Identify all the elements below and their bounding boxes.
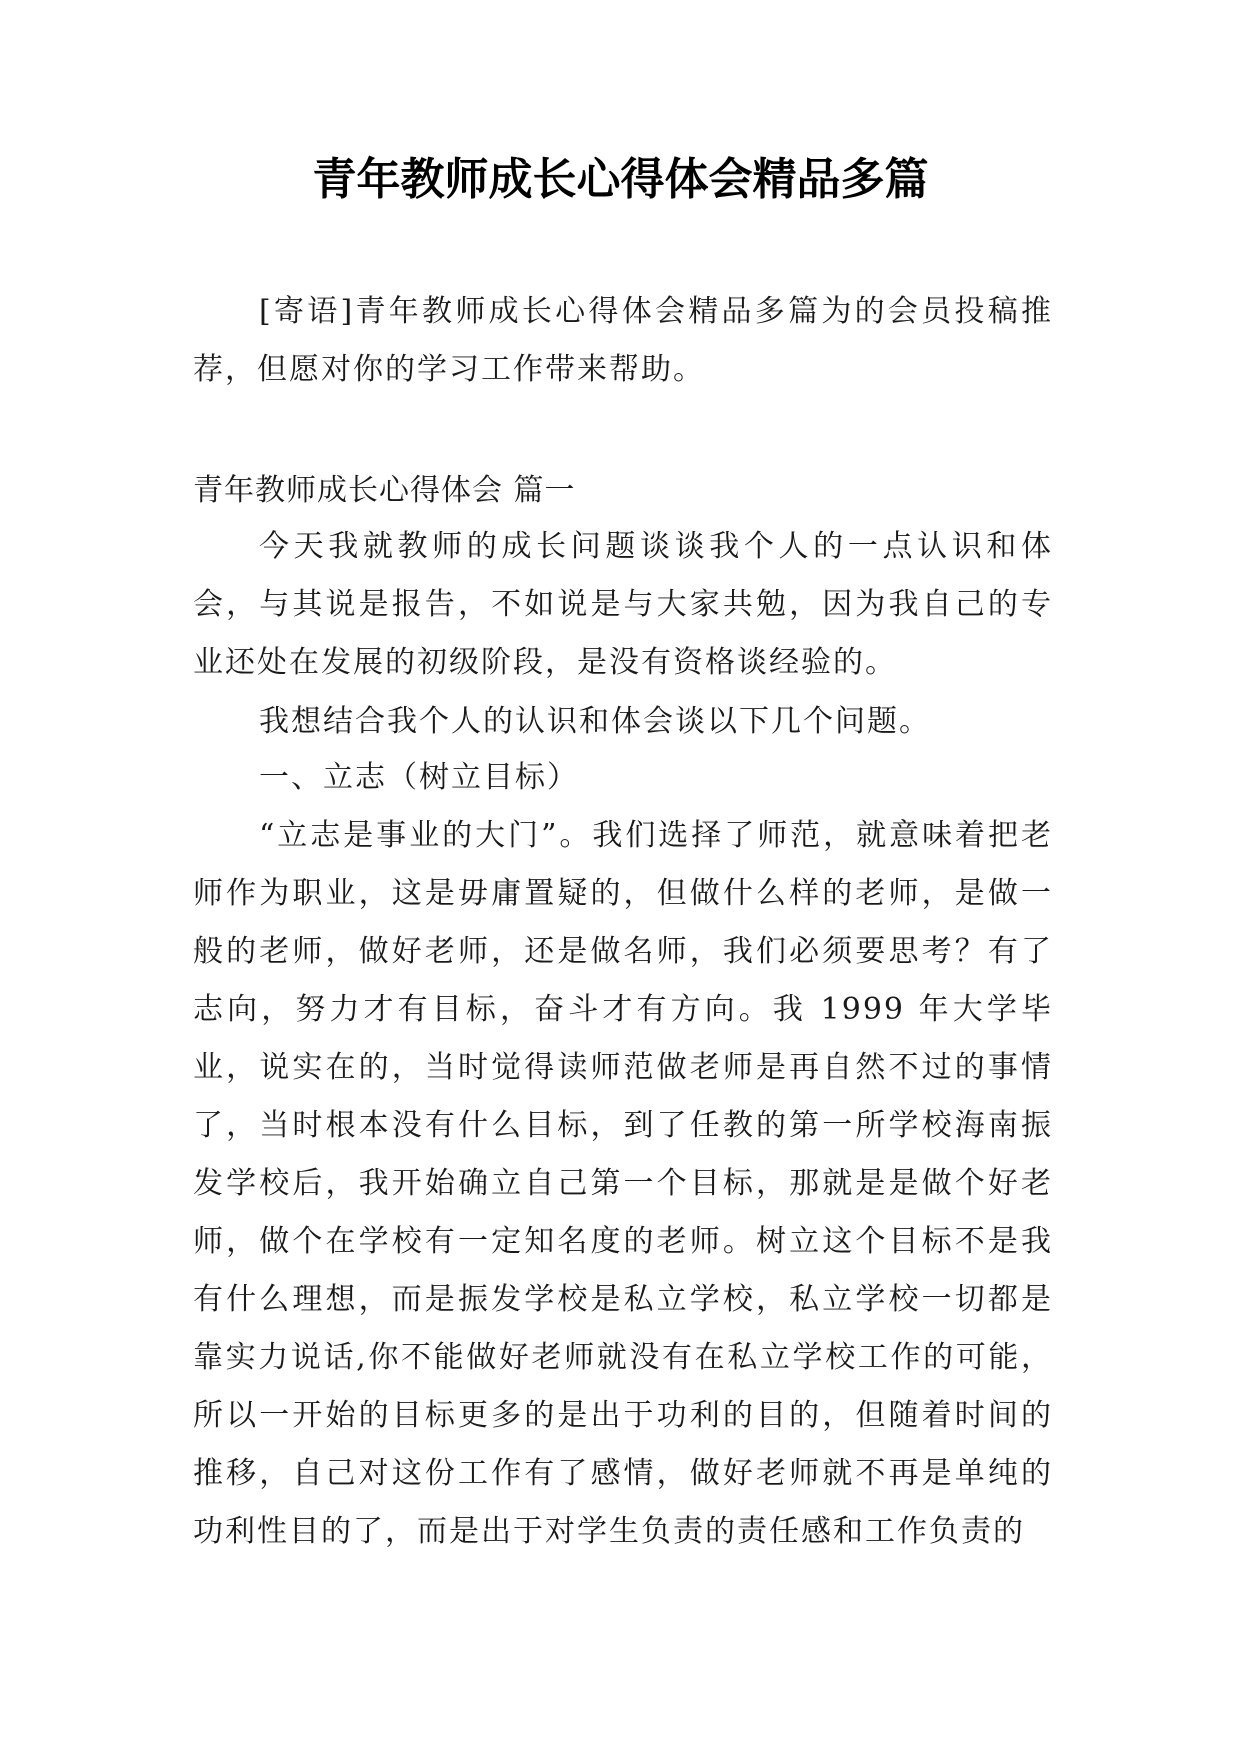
document-title: 青年教师成长心得体会精品多篇: [312, 154, 929, 205]
body-paragraph: 我想结合我个人的认识和体会谈以下几个问题。: [259, 704, 931, 739]
body-paragraph: “立志是事业的大门”。我们选择了师范，就意味着把老师作为职业，这是毋庸置疑的，但做什么样的老师，是做一般的老师，做好老师，还是做名师，我们必须要思考？有了志向，努力才有目标，奋斗才有方向。我 1999 年大学毕业，说实在的，当时觉得读师范做老师是再自然不过的事情了，当时根本没有什么目标，到了任教的第一所学校海南振发学校后，我开始确立自己第一个目标，那就是是做个好老师，做个在学校有一定知名度的老师。树立这个目标不是我有什么理想，而是振发学校是私立学校，私立学校一切都是靠实力说话,你不能做好老师就没有在私立学校工作的可能，所以一开始的目标更多的是出于功利的目的，但随着时间的推移，自己对这份工作有了感情，做好老师就不再是单纯的功利性目的了，而是出于对学生负责的责任感和工作负责的: [193, 818, 1053, 1549]
section-heading: 青年教师成长心得体会 篇一: [193, 473, 576, 508]
intro-paragraph: [寄语]青年教师成长心得体会精品多篇为的会员投稿推荐，但愿对你的学习工作带来帮助。: [193, 294, 1053, 387]
body-paragraph: 今天我就教师的成长问题谈谈我个人的一点认识和体会，与其说是报告，不如说是与大家共勉，因为我自己的专业还处在发展的初级阶段，是没有资格谈经验的。: [193, 529, 1053, 680]
subsection-heading: 一、立志（树立目标）: [259, 760, 579, 795]
